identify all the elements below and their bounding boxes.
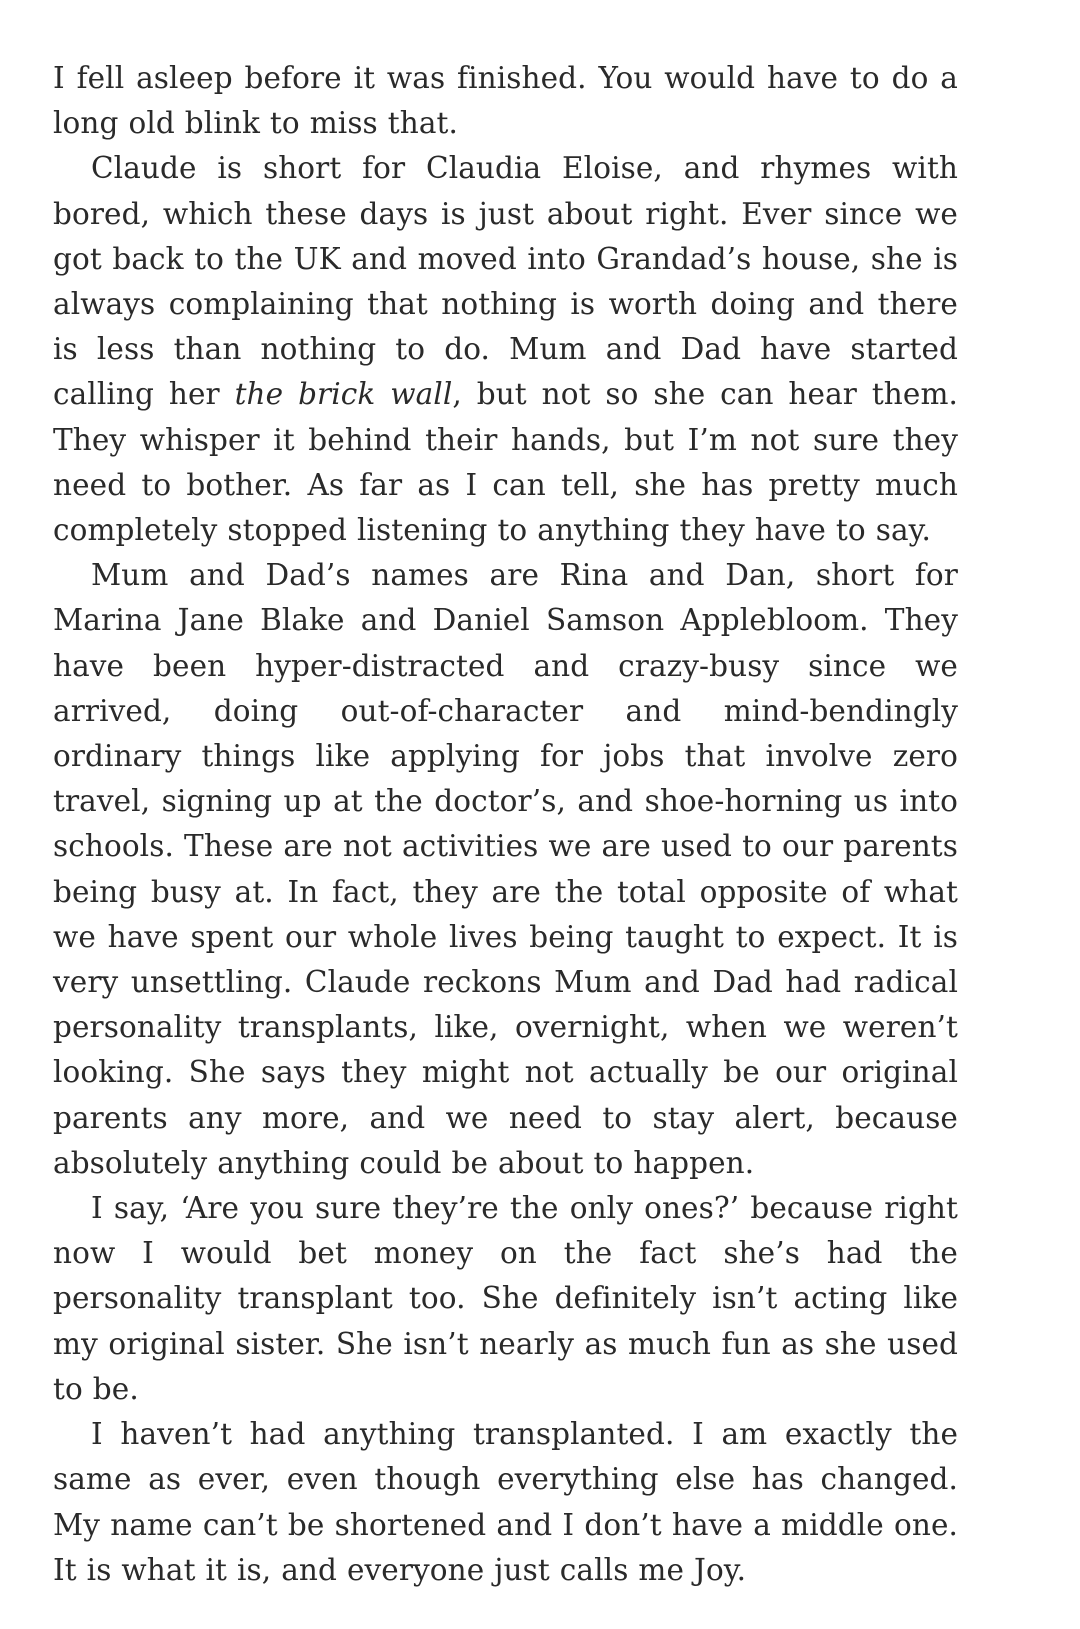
paragraph-5: I haven’t had anything transplanted. I am exactly the same as ever, even though everything else has changed. My name can’t be shortened and I don’t have a middle one. It is what it is, and everyone just calls me Joy. <box>53 1417 958 1587</box>
paragraph-2-text-end: , but not so she can hear them. They whisper it behind their hands, but I’m not sure they need to bother. As far as I can tell, she has pretty much completely stopped listening to anything they have to say. <box>53 377 958 548</box>
paragraph-2-italic-phrase: the brick wall <box>234 377 453 412</box>
paragraph-2-text-start: Claude is short for Claudia Eloise, and rhymes with bored, which these days is just about right. Ever since we got back to the UK and moved into Grandad’s house, she is always complaining that nothing is worth doing and there is less than nothing to do. Mum and Dad have started calling her <box>53 151 958 412</box>
paragraph-4: I say, ‘Are you sure they’re the only ones?’ because right now I would bet money on the fact she’s had the personality transplant too. She definitely isn’t acting like my original sister. She isn’t nearly as much fun as she used to be. <box>53 1191 958 1406</box>
paragraph-1: I fell asleep before it was finished. You would have to do a long old blink to miss that. <box>53 61 958 141</box>
book-page-text <box>53 56 958 1593</box>
paragraph-2 <box>53 146 958 553</box>
paragraph-3: Mum and Dad’s names are Rina and Dan, short for Marina Jane Blake and Daniel Samson Applebloom. They have been hyper-distracted and crazy-busy since we arrived, doing out-of-character and mind-bendingly ordinary things like applying for jobs that involve zero travel, signing up at the doctor’s, and shoe-horning us into schools. These are not activities we are used to our parents being busy at. In fact, they are the total opposite of what we have spent our whole lives being taught to expect. It is very unsettling. Claude reckons Mum and Dad had radical personality transplants, like, overnight, when we weren’t looking. She says they might not actually be our original parents any more, and we need to stay alert, because absolutely anything could be about to happen. <box>53 558 958 1180</box>
